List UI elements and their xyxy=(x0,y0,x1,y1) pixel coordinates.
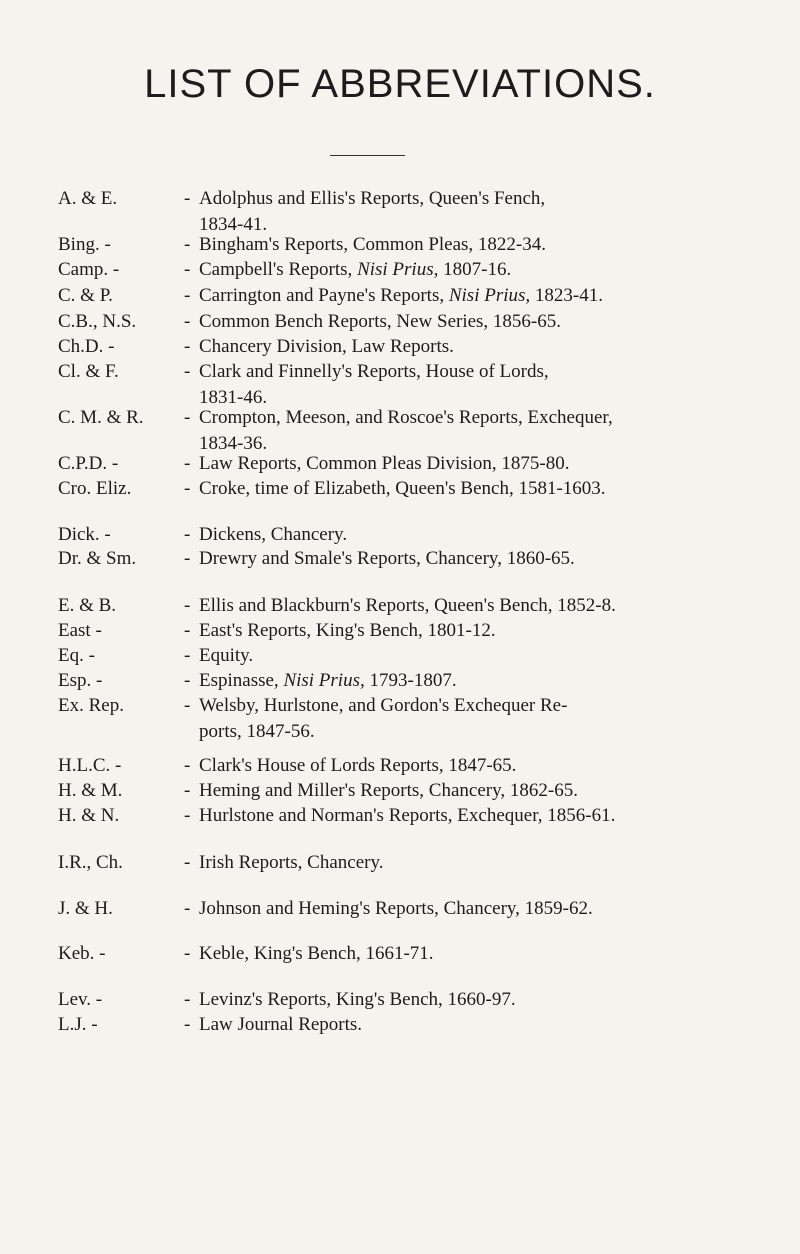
entry-dash: - xyxy=(184,805,191,826)
entry-dash: - xyxy=(184,524,191,545)
entry-dash: - xyxy=(184,548,191,569)
entry-dash: - xyxy=(184,336,191,357)
abbreviation-description: Equity. xyxy=(199,645,254,666)
abbreviation-term: H. & M. xyxy=(58,780,123,801)
abbreviation-term: Esp. - xyxy=(58,670,103,691)
entry-dash: - xyxy=(184,188,191,209)
abbreviation-description: Drewry and Smale's Reports, Chancery, 1860-65. xyxy=(199,548,575,569)
abbreviation-description: Levinz's Reports, King's Bench, 1660-97. xyxy=(199,989,516,1010)
abbreviation-description: Keble, King's Bench, 1661-71. xyxy=(199,943,434,964)
abbreviation-description: Law Journal Reports. xyxy=(199,1014,363,1035)
abbreviation-term: H.L.C. - xyxy=(58,755,122,776)
entry-dash: - xyxy=(184,407,191,428)
entry-dash: - xyxy=(184,453,191,474)
abbreviation-description: East's Reports, King's Bench, 1801-12. xyxy=(199,620,496,641)
abbreviation-description: Chancery Division, Law Reports. xyxy=(199,336,454,357)
abbreviation-term: Bing. - xyxy=(58,234,111,255)
entry-dash: - xyxy=(184,780,191,801)
entry-dash: - xyxy=(184,695,191,716)
italic-term: Nisi Prius, xyxy=(448,285,531,306)
abbreviation-term: Keb. - xyxy=(58,943,106,964)
abbreviation-description: Clark's House of Lords Reports, 1847-65. xyxy=(199,755,517,776)
entry-dash: - xyxy=(184,361,191,382)
abbreviation-term: Ch.D. - xyxy=(58,336,115,357)
entry-dash: - xyxy=(184,311,191,332)
abbreviation-description: Adolphus and Ellis's Reports, Queen's Fench, 1834-41. xyxy=(199,186,764,238)
description-continuation: 1834-36. xyxy=(199,433,268,454)
description-continuation: ports, 1847-56. xyxy=(199,721,315,742)
entry-dash: - xyxy=(184,645,191,666)
abbreviation-description: Law Reports, Common Pleas Division, 1875-80. xyxy=(199,453,570,474)
abbreviation-term: Cl. & F. xyxy=(58,361,119,382)
abbreviation-description: Hurlstone and Norman's Reports, Exchequer, 1856-61. xyxy=(199,805,616,826)
abbreviation-term: Camp. - xyxy=(58,259,120,280)
abbreviation-description: Carrington and Payne's Reports, Nisi Prius, 1823-41. xyxy=(199,285,603,306)
entry-dash: - xyxy=(184,478,191,499)
entry-dash: - xyxy=(184,989,191,1010)
abbreviation-term: C.P.D. - xyxy=(58,453,119,474)
abbreviation-term: Cro. Eliz. xyxy=(58,478,132,499)
abbreviation-description: Irish Reports, Chancery. xyxy=(199,852,384,873)
entry-dash: - xyxy=(184,1014,191,1035)
abbreviation-term: L.J. - xyxy=(58,1014,98,1035)
abbreviation-term: Ex. Rep. xyxy=(58,695,124,716)
entry-dash: - xyxy=(184,670,191,691)
entry-dash: - xyxy=(184,620,191,641)
abbreviation-description: Clark and Finnelly's Reports, House of Lords, 1831-46. xyxy=(199,359,764,411)
italic-term: Nisi Prius, xyxy=(283,670,365,691)
abbreviation-description: Espinasse, Nisi Prius, 1793-1807. xyxy=(199,670,457,691)
abbreviation-term: C. & P. xyxy=(58,285,113,306)
italic-term: Nisi Prius, xyxy=(357,259,439,280)
abbreviation-term: H. & N. xyxy=(58,805,120,826)
abbreviation-description: Heming and Miller's Reports, Chancery, 1862-65. xyxy=(199,780,578,801)
entry-dash: - xyxy=(184,852,191,873)
entry-dash: - xyxy=(184,285,191,306)
abbreviation-description: Crompton, Meeson, and Roscoe's Reports, Exchequer, 1834-36. xyxy=(199,405,764,457)
abbreviation-description: Campbell's Reports, Nisi Prius, 1807-16. xyxy=(199,259,512,280)
entry-dash: - xyxy=(184,259,191,280)
abbreviation-term: E. & B. xyxy=(58,595,117,616)
entry-dash: - xyxy=(184,595,191,616)
abbreviation-description: Welsby, Hurlstone, and Gordon's Exchequer Re- ports, 1847-56. xyxy=(199,693,764,745)
abbreviation-description: Common Bench Reports, New Series, 1856-65. xyxy=(199,311,562,332)
entry-dash: - xyxy=(184,943,191,964)
abbreviation-description: Ellis and Blackburn's Reports, Queen's Bench, 1852-8. xyxy=(199,595,616,616)
description-continuation: 1831-46. xyxy=(199,387,268,408)
abbreviation-term: J. & H. xyxy=(58,898,113,919)
abbreviation-term: Eq. - xyxy=(58,645,95,666)
entry-dash: - xyxy=(184,898,191,919)
abbreviation-description: Dickens, Chancery. xyxy=(199,524,348,545)
entry-dash: - xyxy=(184,234,191,255)
entry-dash: - xyxy=(184,755,191,776)
abbreviation-term: A. & E. xyxy=(58,188,118,209)
title-rule xyxy=(330,155,405,156)
abbreviation-term: C. M. & R. xyxy=(58,407,144,428)
page-title: LIST OF ABBREVIATIONS. xyxy=(144,62,656,106)
abbreviation-term: Lev. - xyxy=(58,989,103,1010)
abbreviation-term: East - xyxy=(58,620,102,641)
abbreviation-term: C.B., N.S. xyxy=(58,311,137,332)
abbreviation-term: I.R., Ch. xyxy=(58,852,123,873)
abbreviation-description: Johnson and Heming's Reports, Chancery, 1859-62. xyxy=(199,898,593,919)
abbreviation-description: Croke, time of Elizabeth, Queen's Bench, 1581-1603. xyxy=(199,478,606,499)
abbreviation-description: Bingham's Reports, Common Pleas, 1822-34. xyxy=(199,234,547,255)
abbreviation-term: Dr. & Sm. xyxy=(58,548,137,569)
description-continuation: 1834-41. xyxy=(199,214,268,235)
abbreviation-term: Dick. - xyxy=(58,524,111,545)
